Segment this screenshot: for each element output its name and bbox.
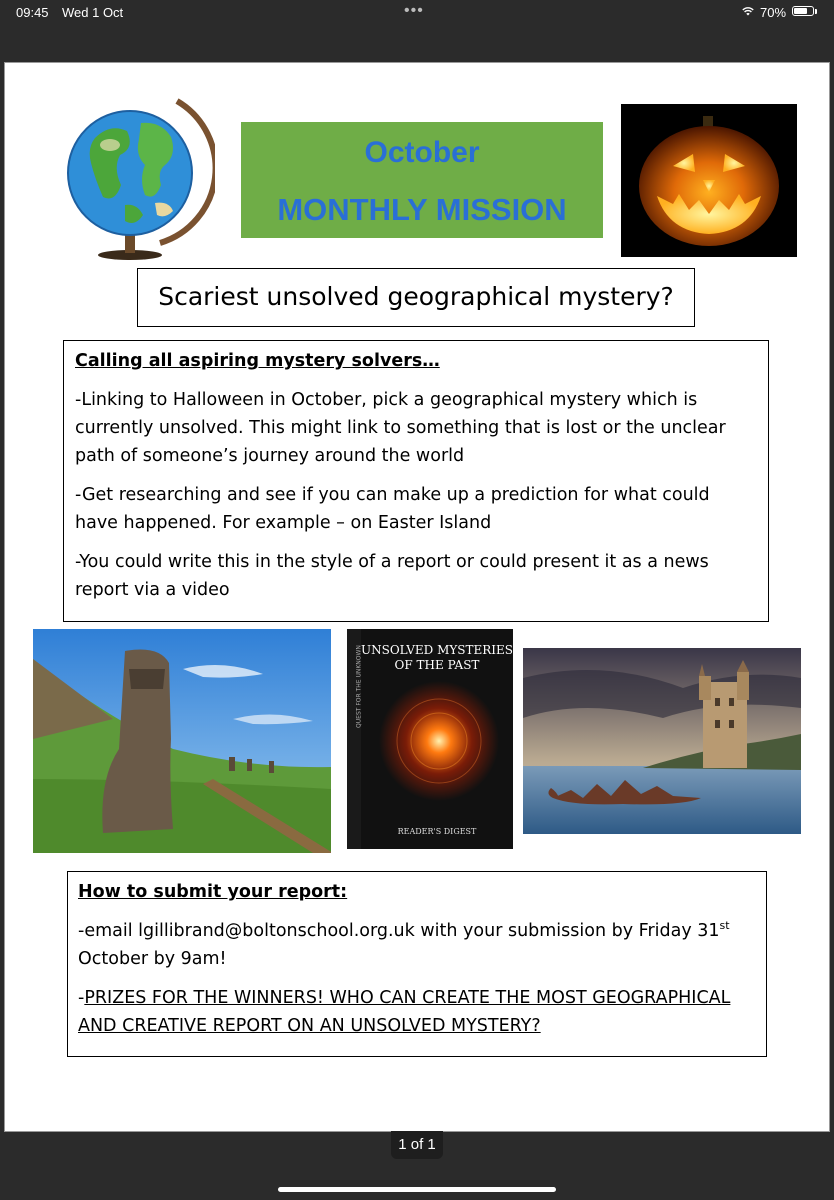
info-paragraph: -Get researching and see if you can make up a prediction for what could have happened. For example – on Easter Island: [75, 485, 710, 533]
globe-icon: [65, 93, 215, 263]
mission-title: MONTHLY MISSION: [277, 192, 567, 227]
wifi-icon: [742, 6, 754, 16]
page-title: Scariest unsolved geographical mystery?: [137, 268, 695, 327]
more-dots-icon[interactable]: •••: [404, 2, 424, 19]
loch-ness-image: [523, 648, 801, 834]
battery-percent: 70%: [760, 5, 787, 20]
monthly-mission-banner: [241, 122, 603, 238]
book-cover-image: [347, 629, 513, 849]
document-page[interactable]: [4, 62, 830, 1132]
book-title-line1: UNSOLVED MYSTERIES: [361, 643, 513, 657]
submit-deadline-text: October by 9am!: [78, 949, 227, 969]
mission-month: October: [364, 136, 480, 169]
info-paragraph: -Linking to Halloween in October, pick a geographical mystery which is currently unsolved. This might link to something that is lost or the unclear path of someone’s journey around the world: [75, 390, 726, 466]
info-paragraph: -You could write this in the style of a report or could present it as a news report via a video: [75, 552, 709, 600]
pumpkin-icon: [621, 104, 797, 257]
submit-email-line: [78, 917, 756, 973]
home-indicator[interactable]: [278, 1187, 556, 1192]
mission-description-box: [63, 340, 769, 622]
easter-island-image: [33, 629, 331, 853]
status-date: Wed 1 Oct: [62, 5, 124, 20]
book-title-line2: OF THE PAST: [394, 658, 480, 672]
prizes-text: PRIZES FOR THE WINNERS! WHO CAN CREATE THE MOST GEOGRAPHICAL AND CREATIVE REPORT ON AN UNSOLVED MYSTERY?: [78, 988, 731, 1036]
info-heading: Calling all aspiring mystery solvers…: [75, 351, 440, 371]
submit-email-text: -email lgillibrand@boltonschool.org.uk with your submission by Friday 31: [78, 921, 720, 941]
status-bar: [0, 0, 834, 62]
book-publisher: READER'S DIGEST: [397, 827, 477, 836]
book-spine-text: QUEST FOR THE UNKNOWN: [355, 645, 363, 728]
status-time: 09:45: [16, 5, 49, 20]
page-indicator: 1 of 1: [391, 1131, 443, 1159]
submission-box: [67, 871, 767, 1057]
prizes-line: [78, 984, 756, 1040]
prizes-dash: -: [78, 988, 85, 1008]
battery-icon: [792, 6, 814, 16]
date-suffix: st: [719, 919, 730, 933]
submit-heading: How to submit your report:: [78, 882, 348, 902]
